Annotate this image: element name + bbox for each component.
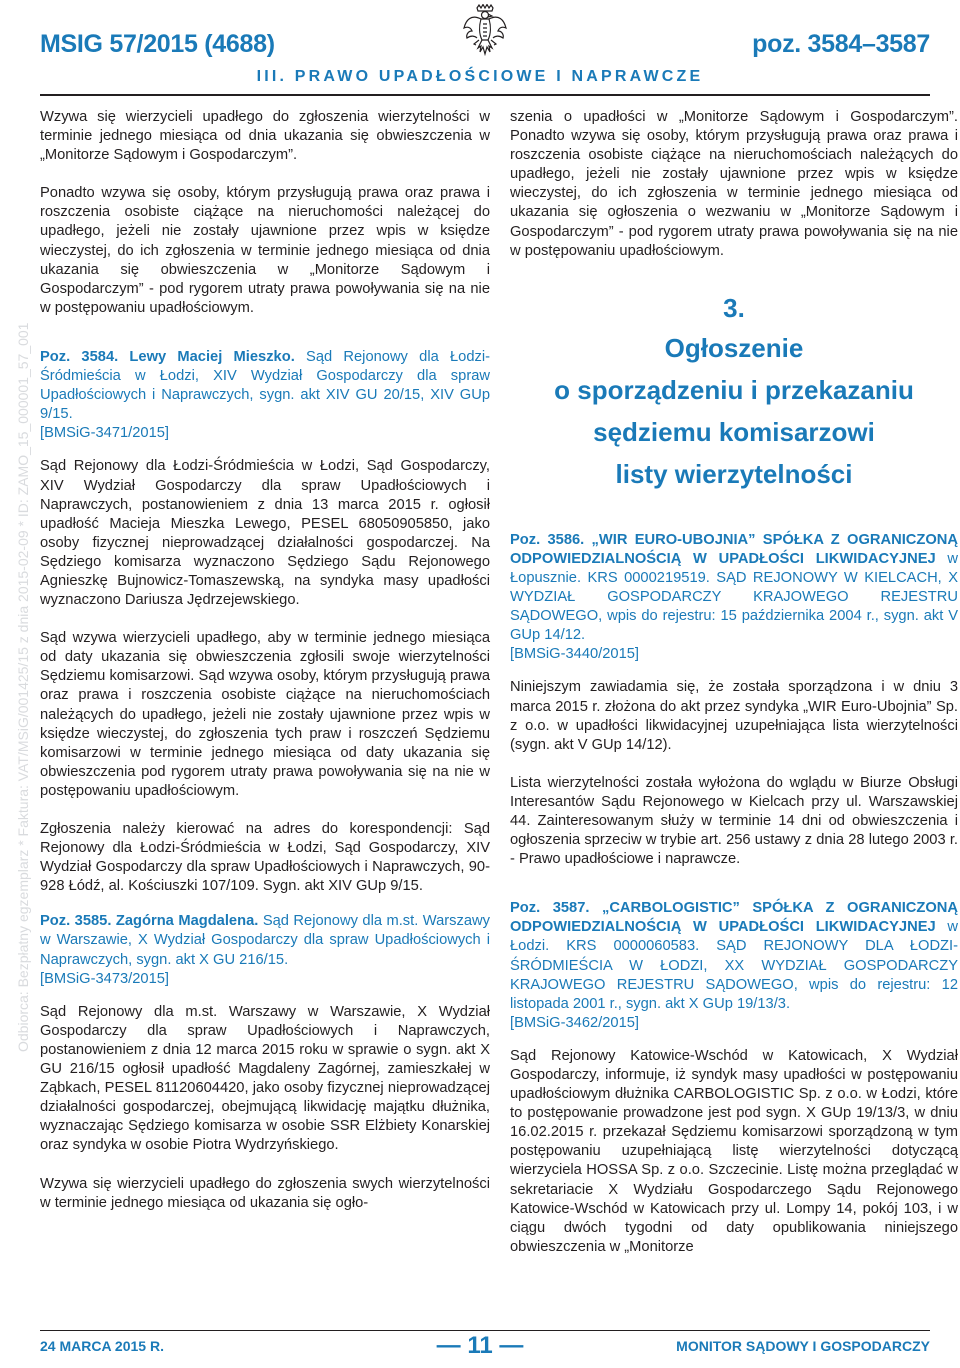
section-heading-line: o sporządzeniu i przekazaniu (554, 374, 914, 405)
left-column (40, 108, 490, 1232)
positions-range: poz. 3584–3587 (752, 30, 930, 58)
paragraph: Wzywa się wierzycieli upadłego do zgłoszenia swych wierzytelności w terminie jednego miesiąca od ukazania się ogło- (40, 1175, 490, 1211)
entry-3585 (40, 912, 490, 988)
paragraph: Sąd Rejonowy Katowice-Wschód w Katowicach, X Wydział Gospodarczy, informuje, iż syndyk masy upadłości w postępowaniu upadłościowym dłużnika CARBOLOGISTIC Sp. z o.o. w Łodzi, które to postępowanie prowadzone jest pod sygn. X GUp 19/13/3, w dniu 16.02.2015 r. przekazał Sędziemu komisarzowi sporządzoną w tym postępowaniu uzupełniającą listę wierzytelności dotyczącą wierzyciela HOSSA Sp. z o.o. Szczecinie. Listę można przeglądać w sekretariacie X Wydziału Gospodarczego Sądu Rejonowego Katowice-Wschód w Katowicach przy ul. Lompy 14, pokój 103, i w ciągu dwóch tygodni od daty opublikowania niniejszego obwieszczenia w „Monitorze (510, 1047, 958, 1255)
entry-3587 (510, 899, 958, 1033)
side-watermark: Odbiorca: Bezpłatny egzemplarz * Faktura: VAT/MSiG/001425/15 z dnia 2015-02-09 * ID: ZAMO_15_000001_57_001 (15, 322, 31, 1052)
paragraph: Wzywa się wierzycieli upadłego do zgłoszenia wierzytelności w terminie jednego miesiąca od dnia ukazania się obwieszczenia w „Monitorze Sądowym i Gospodarczym”. (40, 109, 490, 164)
entry-reference: [BMSiG-3440/2015] (510, 646, 639, 663)
section-title: III. PRAWO UPADŁOŚCIOWE I NAPRAWCZE (256, 68, 704, 85)
section-number: 3. (723, 292, 745, 323)
entry-court: Sąd Rejonowy dla m.st. Warszawy w Warszawie, X Wydział Gospodarczy dla spraw Upadłościowych i Naprawczych, sygn. akt X GU 216/15. (40, 913, 490, 968)
entry-court: Sąd Rejonowy dla Łodzi-Śródmieścia w Łodzi, XIV Wydział Gospodarczy dla spraw Upadłościowych i Naprawczych, sygn. akt XIV GU 20/15, XIV GUp 9/15. (40, 348, 490, 423)
entry-court: w Łopusznie. KRS 0000219519. SĄD REJONOWY W KIELCACH, X WYDZIAŁ GOSPODARCZY KRAJOWEGO REJESTRU SĄDOWEGO, wpis do rejestru: 15 października 2004 r., sygn. akt V GUp 14/12. (510, 550, 958, 644)
entry-3584 (40, 348, 490, 443)
entry-heading: Poz. 3584. Lewy Maciej Mieszko. (40, 348, 295, 365)
section-heading-line: listy wierzytelności (615, 458, 853, 489)
entry-court: w Łodzi. KRS 0000060583. SĄD REJONOWY DLA ŁODZI-ŚRÓDMIEŚCIA W ŁODZI, XX WYDZIAŁ GOSPODARCZY KRAJOWEGO REJESTRU SĄDOWEGO, wpis do rejestru: 12 listopada 2001 r., sygn. akt X GUp 19/13/3. (510, 919, 958, 1012)
header-divider (40, 94, 930, 96)
paragraph: szenia o upadłości w „Monitorze Sądowym i Gospodarczym”. Ponadto wzywa się osoby, którym przysługują prawa oraz prawa i roszczenia osobiste ciążące na nieruchomościach należących do upadłego, jeżeli nie zostały ujawnione przez wpis w księdze wieczystej, do ich zgłoszenia w terminie jednego miesiąca od ukazania się ogłoszenia o wezwaniu w „Monitorze Sądowym i Gospodarczym” - pod rygorem utraty prawa powoływania się na nie w postępowaniu upadłościowym. (510, 109, 958, 259)
paragraph: Sąd Rejonowy dla m.st. Warszawy w Warszawie, X Wydział Gospodarczy dla spraw Upadłościowych i Naprawczych, postanowieniem z dnia 12 marca 2015 roku w sprawie o sygn. akt X GU 216/15 ogłosił upadłość Magdaleny Zagórnej, zamieszkałej w Ząbkach, PESEL 81120604420, jako osoby fizycznej nieprowadzącej działalności gospodarczej, obejmującą likwidację majątku dłużnika, wyznaczając Sędziego komisarza w osobie SSR Elżbiety Konarskiej oraz syndyka w osobie Piotra Wydrzyńskiego. (40, 1003, 490, 1154)
page-number: — 11 — (0, 1332, 960, 1360)
footer-journal-name: MONITOR SĄDOWY I GOSPODARCZY (676, 1338, 930, 1354)
entry-reference: [BMSiG-3473/2015] (40, 970, 169, 987)
announcement-section-heading (510, 291, 958, 493)
paragraph: Zgłoszenia należy kierować na adres do korespondencji: Sąd Rejonowy dla Łodzi-Śródmieścia w Łodzi, Sąd Gospodarczy, XIV Wydział Gospodarczy dla spraw Upadłościowych i Naprawczych, 90-928 Łódź, al. Kościuszki 107/109. Sygn. akt XIV GUp 9/15. (40, 821, 490, 895)
paragraph: Ponadto wzywa się osoby, którym przysługują prawa oraz prawa i roszczenia osobiste ciążące na nieruchomości należącej do upadłego, jeżeli nie zostały ujawnione przez wpis w księdze wieczystej, do ich zgłoszenia w terminie jednego miesiąca od dnia ukazania się obwieszczenia w „Monitorze Sądowym i Gospodarczym” - pod rygorem utraty prawa powoływania się na nie w postępowaniu upadłościowym. (40, 185, 490, 316)
paragraph: Sąd Rejonowy dla Łodzi-Śródmieścia w Łodzi, Sąd Gospodarczy, XIV Wydział Gospodarczy dla spraw Upadłościowych i Naprawczych, postanowieniem z dnia 13 marca 2015 r. ogłosił upadłość Macieja Mieszka Lewego, PESEL 68050905850, jako osoby fizycznej nieprowadzącej działalności gospodarczej. Na Sędziego komisarza wyznaczono Sędziego Sądu Rejonowego Agnieszkę Bujnowicz-Tomaszewską, na syndyka masy upadłości wyznaczono Dariusza Jędrzejewskiego. (40, 458, 490, 609)
polish-eagle-emblem-icon (463, 4, 507, 56)
paragraph: Sąd wzywa wierzycieli upadłego, aby w terminie jednego miesiąca od daty ukazania się obwieszczenia zgłosili swoje wierzytelności Sędziemu komisarzowi. Sąd wzywa osoby, którym przysługują prawa oraz prawa i roszczenia osobiste ciążące na nieruchomościach należących do upadłego, jeżeli nie zostały ujawnione przez wpis w księdze wieczystej, do zgłoszenia tych praw i roszczeń Sędziemu komisarzowi w terminie jednego miesiąca od daty ukazania się obwieszczenia pod rygorem utraty prawa powoływania się na nie w postępowaniu upadłościowym. (40, 630, 490, 799)
entry-reference: [BMSiG-3462/2015] (510, 1014, 639, 1031)
entry-reference: [BMSiG-3471/2015] (40, 425, 169, 442)
journal-issue: MSIG 57/2015 (4688) (40, 30, 275, 58)
right-column (510, 108, 958, 1276)
section-heading-line: Ogłoszenie (664, 332, 804, 363)
entry-heading: Poz. 3586. „WIR EURO-UBOJNIA” SPÓŁKA Z OGRANICZONĄ ODPOWIEDZIALNOŚCIĄ W UPADŁOŚCI LIKWIDACYJNEJ (510, 531, 958, 567)
footer-date: 24 MARCA 2015 R. (40, 1338, 164, 1354)
entry-heading: Poz. 3587. „CARBOLOGISTIC” SPÓŁKA Z OGRANICZONĄ ODPOWIEDZIALNOŚCIĄ W UPADŁOŚCI LIKWIDACYJNEJ (510, 900, 958, 936)
entry-heading: Poz. 3585. Zagórna Magdalena. (40, 913, 259, 930)
paragraph: Niniejszym zawiadamia się, że została sporządzona i w dniu 3 marca 2015 r. złożona do akt przez syndyka „WIR Euro-Ubojnia” Sp. z o.o. w upadłości likwidacyjnej uzupełniająca lista wierzytelności (sygn. akt V GUp 14/12). (510, 679, 958, 753)
section-heading-line: sędziemu komisarzowi (593, 416, 875, 447)
footer-divider (40, 1330, 930, 1331)
paragraph: Lista wierzytelności została wyłożona do wglądu w Biurze Obsługi Interesantów Sądu Rejonowego w Kielcach przy ul. Warszawskiej 44. Zainteresowanym służy w terminie 14 dni od obwieszczenia i ogłoszenia sprzeciw w trybie art. 256 ustawy z dnia 28 lutego 2003 r. - Prawo upadłościowe i naprawcze. (510, 774, 958, 868)
entry-3586 (510, 531, 958, 665)
